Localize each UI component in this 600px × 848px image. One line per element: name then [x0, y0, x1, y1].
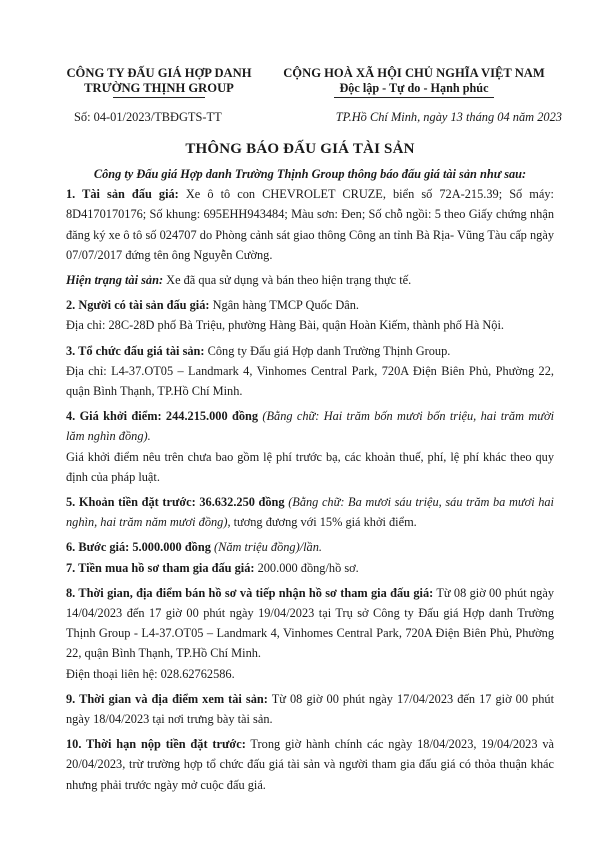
- status-text: Xe đã qua sử dụng và bán theo hiện trạng thực tế.: [163, 273, 412, 288]
- section-starting-price: [66, 406, 554, 446]
- step-in-words: (Năm triệu đồng)/lần.: [210, 540, 322, 555]
- document-title: THÔNG BÁO ĐẤU GIÁ TÀI SẢN: [185, 141, 415, 157]
- contact-phone: Điện thoại liên hệ: 028.62762586.: [66, 666, 235, 681]
- org-underline: [113, 97, 205, 98]
- section-dossier-time-place: [66, 583, 554, 664]
- section-label: 1. Tài sản đấu giá:: [66, 187, 179, 202]
- section-asset: [66, 184, 554, 265]
- section-text: Ngân hàng TMCP Quốc Dân.: [209, 298, 360, 313]
- section-asset-owner: [66, 295, 554, 315]
- section-price-step: [66, 537, 554, 557]
- nation-name: CỘNG HOÀ XÃ HỘI CHỦ NGHĨA VIỆT NAM: [283, 66, 545, 80]
- motto-underline: [334, 97, 494, 98]
- section-label: 10. Thời hạn nộp tiền đặt trước:: [66, 737, 246, 752]
- document-number: Số: 04-01/2023/TBĐGTS-TT: [74, 110, 222, 124]
- section-label: 6. Bước giá: 5.000.000 đồng: [66, 540, 211, 555]
- section-text: Từ 08 giờ 00 phút ngày 14/04/2023 đến 17 giờ 00 phút ngày 19/04/2023 tại Trụ sở Công ty Đấu giá Hợp danh Trường Thịnh Group - L4-37.OT05 – Landmark 4, Vinhomes Central Park, 720A Điện Biên Phủ, Phường 22, quận Bình Thạnh, TP.Hồ Chí Minh.: [66, 585, 555, 661]
- price-note: Giá khởi điểm nêu trên chưa bao gồm lệ phí trước bạ, các khoản thuế, phí, lệ phí khác theo quy định của pháp luật.: [66, 449, 554, 484]
- section-label: 8. Thời gian, địa điểm bán hồ sơ và tiếp nhận hồ sơ tham gia đấu giá:: [66, 585, 434, 600]
- section-text: 200.000 đồng/hồ sơ.: [254, 560, 359, 575]
- document-body: [66, 164, 554, 795]
- section-text: Xe ô tô con CHEVROLET CRUZE, biển số 72A-215.39; Số máy: 8D4170170176; Số khung: 695EHH943484; Màu sơn: Đen; Số chỗ ngồi: 5 theo Giấy chứng nhận đăng ký xe ô tô số 024707 do Phòng cảnh sát giao thông Công an tỉnh Bà Rịa- Vũng Tàu cấp ngày 07/07/2017 đứng tên ông Nguyễn Cường.: [66, 187, 554, 262]
- place-and-date: TP.Hồ Chí Minh, ngày 13 tháng 04 năm 2023: [335, 110, 562, 124]
- org-name-line1: CÔNG TY ĐẤU GIÁ HỢP DANH: [66, 66, 252, 80]
- section-label: 4. Giá khởi điểm: 244.215.000 đồng: [66, 409, 259, 424]
- deposit-tail: tương đương với 15% giá khởi điểm.: [230, 515, 417, 530]
- section-text: Công ty Đấu giá Hợp danh Trường Thịnh Group.: [204, 343, 451, 358]
- national-header: [264, 66, 564, 98]
- org-address: Địa chỉ: L4-37.OT05 – Landmark 4, Vinhomes Central Park, 720A Điện Biên Phủ, Phường 22, quận Bình Thạnh, TP.Hồ Chí Minh.: [66, 363, 554, 399]
- price-in-words: (Bằng chữ: Hai trăm bốn mươi bốn triệu, hai trăm mười lăm nghìn đồng).: [66, 409, 555, 444]
- asset-status: [66, 270, 554, 290]
- section-label: 9. Thời gian và địa điểm xem tài sản:: [66, 691, 268, 706]
- intro-line: Công ty Đấu giá Hợp danh Trường Thịnh Group thông báo đấu giá tài sản như sau:: [93, 167, 527, 181]
- section-text: Trong giờ hành chính các ngày 18/04/2023, 19/04/2023 và 20/04/2023, trừ trường hợp tổ chức đấu giá tài sản và người tham gia đấu giá có thỏa thuận khác nhưng phải trước ngày mở cuộc đấu giá.: [66, 737, 555, 792]
- section-dossier-fee: [66, 558, 554, 578]
- section-deposit: [66, 492, 554, 532]
- owner-address: Địa chỉ: 28C-28D phố Bà Triệu, phường Hàng Bài, quận Hoàn Kiếm, thành phố Hà Nội.: [66, 318, 504, 333]
- section-viewing: [66, 689, 554, 729]
- section-text: Từ 08 giờ 00 phút ngày 17/04/2023 đến 17 giờ 00 phút ngày 18/04/2023 tại nơi trưng bày tài sản.: [66, 691, 554, 727]
- section-label: 3. Tổ chức đấu giá tài sản:: [66, 343, 205, 358]
- org-name-line2: TRƯỜNG THỊNH GROUP: [84, 81, 234, 95]
- section-deposit-deadline: [66, 734, 554, 795]
- section-label: 5. Khoản tiền đặt trước: 36.632.250 đồng: [66, 495, 285, 510]
- national-motto: Độc lập - Tự do - Hạnh phúc: [339, 81, 489, 95]
- section-label: 7. Tiền mua hồ sơ tham gia đấu giá:: [66, 560, 255, 575]
- section-auction-org: [66, 341, 554, 361]
- deposit-in-words: (Bằng chữ: Ba mươi sáu triệu, sáu trăm ba mươi hai nghìn, hai trăm năm mươi đồng),: [66, 495, 554, 530]
- organization-header: [54, 66, 264, 98]
- section-label: 2. Người có tài sản đấu giá:: [66, 298, 210, 313]
- status-label: Hiện trạng tài sản:: [66, 273, 164, 288]
